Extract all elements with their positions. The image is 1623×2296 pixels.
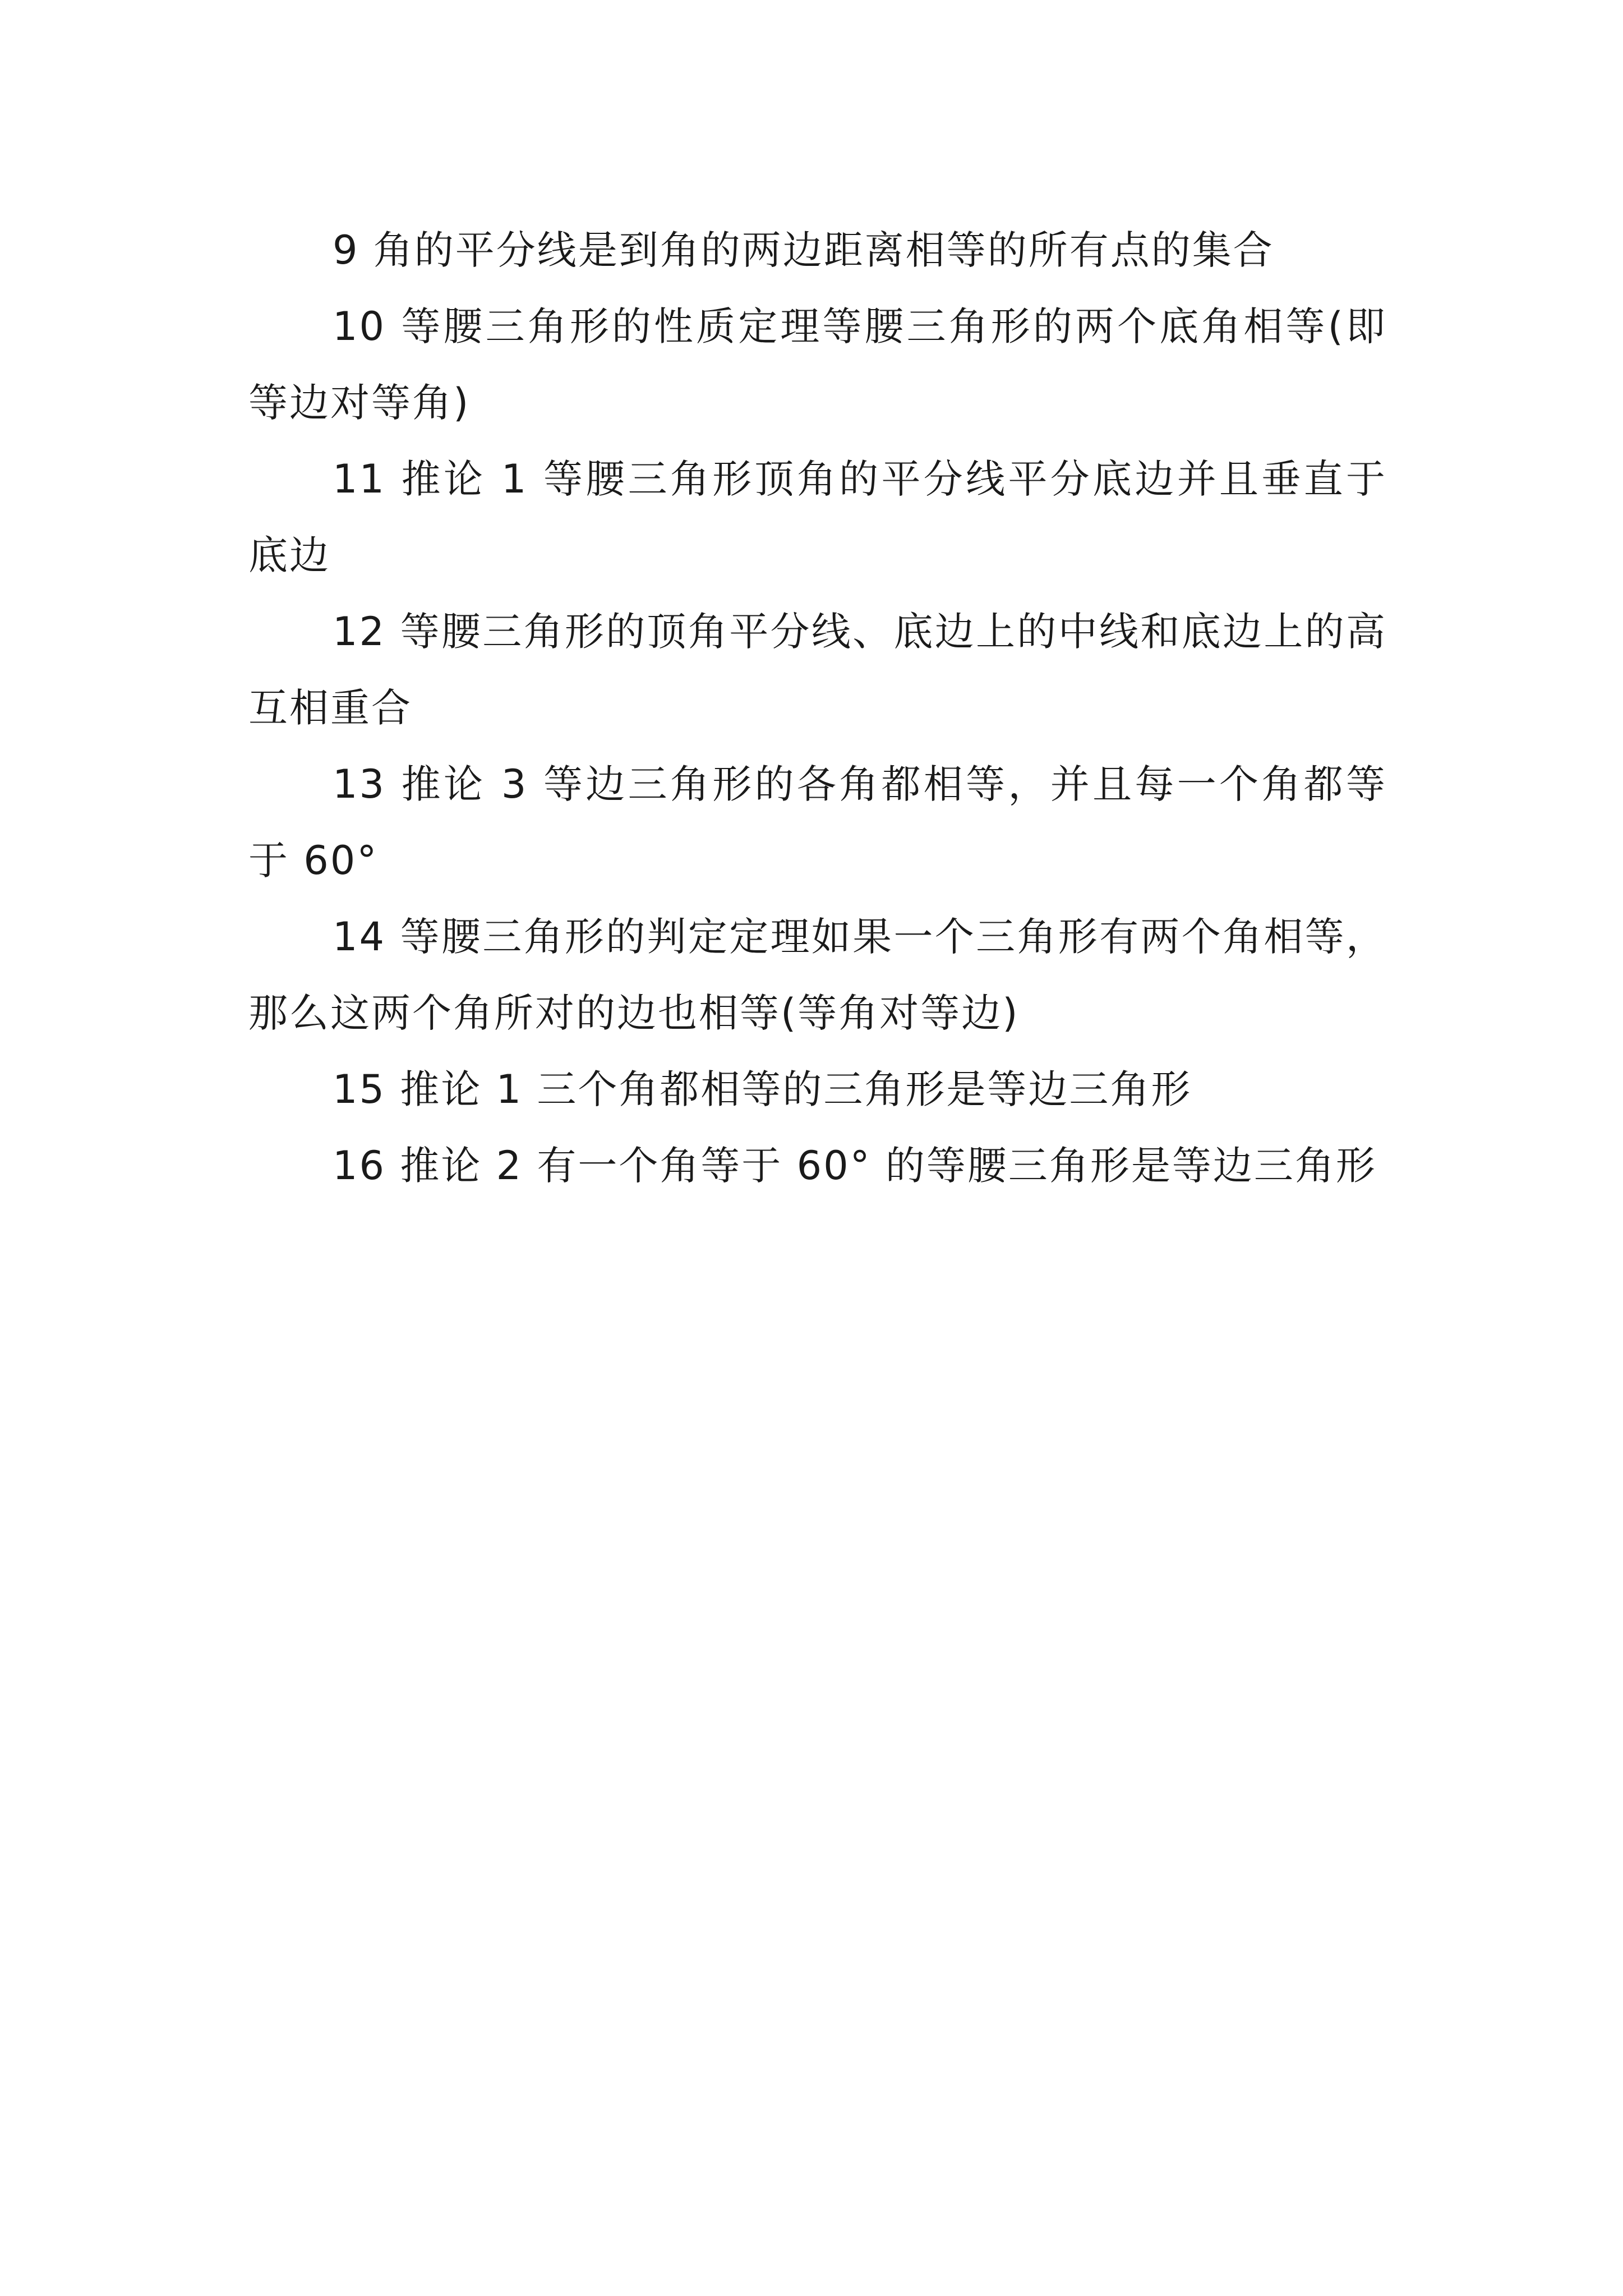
paragraph-15: 15 推论 1 三个角都相等的三角形是等边三角形 bbox=[333, 1066, 1192, 1112]
paragraph-13: 13 推论 3 等边三角形的各角都相等，并且每一个角都等于 60° bbox=[248, 761, 1387, 884]
paragraph-14: 14 等腰三角形的判定定理如果一个三角形有两个角相等，那么这两个角所对的边也相等(等角对等边) bbox=[248, 914, 1387, 1036]
paragraph-9: 9 角的平分线是到角的两边距离相等的所有点的集合 bbox=[333, 227, 1274, 273]
paragraph-12: 12 等腰三角形的顶角平分线、底边上的中线和底边上的高互相重合 bbox=[248, 609, 1387, 731]
paragraph-10: 10 等腰三角形的性质定理等腰三角形的两个底角相等(即等边对等角) bbox=[248, 303, 1387, 426]
paragraph-16: 16 推论 2 有一个角等于 60° 的等腰三角形是等边三角形 bbox=[333, 1143, 1377, 1189]
paragraph-11: 11 推论 1 等腰三角形顶角的平分线平分底边并且垂直于底边 bbox=[248, 456, 1387, 578]
document-body bbox=[248, 212, 1387, 1204]
